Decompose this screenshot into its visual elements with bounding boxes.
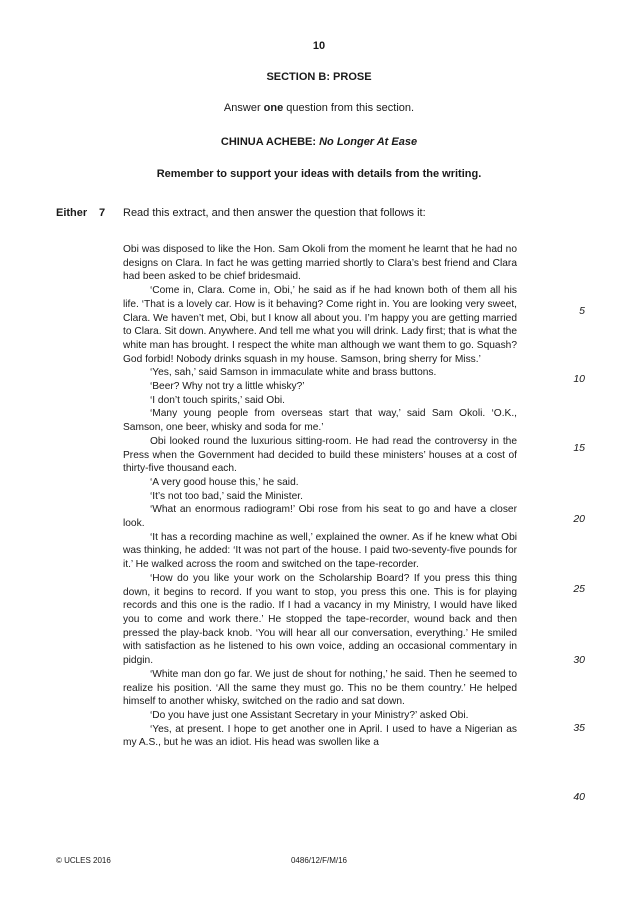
text-book-title: No Longer At Ease — [319, 136, 418, 148]
line-number: 5 — [579, 305, 585, 317]
footer-code: 0486/12/F/M/16 — [290, 856, 348, 865]
extract-paragraph: ‘It has a recording machine as well,’ explained the owner. As if he knew what Obi was thinking, he added: ‘It was not part of the house. I paid two-seventy-five pounds for it.’ He walked across the room and switched on the tape-recorder. — [123, 531, 517, 571]
extract-paragraph: ‘It’s not too bad,’ said the Minister. — [150, 490, 303, 502]
section-title: SECTION B: PROSE — [266, 71, 372, 83]
footer-copyright: © UCLES 2016 — [56, 856, 111, 865]
page-number: 10 — [312, 40, 326, 52]
text-title — [0, 136, 638, 148]
instruction-after: question from this section. — [283, 102, 415, 114]
extract-paragraph: ‘Yes, at present. I hope to get another one in April. I used to have a Nigerian as my A.S., but he was an idiot. His head was swollen like a — [123, 723, 517, 749]
extract-paragraph: ‘Many young people from overseas start that way,’ said Sam Okoli. ‘O.K., Samson, one beer, whisky and soda for me.’ — [123, 408, 517, 434]
question-prompt: Read this extract, and then answer the question that follows it: — [123, 207, 426, 219]
instruction-emphasis: one — [263, 102, 284, 114]
extract-paragraph: Obi was disposed to like the Hon. Sam Okoli from the moment he learnt that he had no designs on Clara. In fact he was getting married shortly to Clara’s best friend and Clara had been asked to be chief bridesmaid. — [123, 244, 517, 283]
extract — [123, 243, 517, 750]
extract-paragraph: ‘Beer? Why not try a little whisky?’ — [150, 381, 305, 393]
extract-paragraph: Obi looked round the luxurious sitting-room. He had read the controversy in the Press when the Government had decided to build these ministers’ houses at a cost of thirty-five thousand each. — [123, 435, 517, 475]
extract-paragraph: ‘Yes, sah,’ said Samson in immaculate white and brass buttons. — [150, 367, 437, 379]
extract-paragraph: ‘Do you have just one Assistant Secretary in your Ministry?’ asked Obi. — [150, 709, 469, 721]
question-label: Either — [56, 207, 88, 219]
text-author: CHINUA ACHEBE: — [220, 136, 320, 148]
instruction-before: Answer — [223, 102, 264, 114]
line-number: 25 — [573, 583, 585, 595]
extract-paragraph: ‘How do you like your work on the Scholarship Board? If you press this thing down, it begins to record. If you want to stop, you press this one. This is for playing records and this one is the radio. If I had a vacancy in my Ministry, I would have liked you to come and work there.’ He stopped the tape-recorder, wound back and then pressed the play-back knob. ‘You will hear all our conversation, everything.’ He smiled with satisfaction as he listened to his own voice, adding an occasional commentary in pidgin. — [123, 572, 517, 667]
line-number: 40 — [573, 791, 585, 803]
line-number: 35 — [573, 722, 585, 734]
line-number: 30 — [573, 654, 585, 666]
extract-paragraph: ‘What an enormous radiogram!’ Obi rose from his seat to go and have a closer look. — [123, 504, 517, 530]
question-number: 7 — [99, 207, 106, 219]
extract-paragraph: ‘Come in, Clara. Come in, Obi,’ he said as if he had known both of them all his life. ‘That is a lovely car. How is it behaving? Come right in. You are looking very sweet, Clara. We haven’t met, Obi, but I know all about you. I’m happy you are getting married to Clara. Sit down. Anywhere. And tell me what you will drink. Lady first; that is what the white man has brought. I respect the white man although we want them to go. Squash? God forbid! Nobody drinks squash in my house. Samson, bring sherry for Miss.’ — [123, 285, 517, 365]
line-number: 15 — [573, 442, 585, 454]
line-number: 10 — [573, 373, 585, 385]
extract-paragraph: ‘White man don go far. We just de shout for nothing,’ he said. Then he seemed to realize his position. ‘All the same they must go. This no be them country.’ He helped himself to another whisky, switched on the radio and sat down. — [123, 668, 517, 708]
extract-paragraph: ‘A very good house this,’ he said. — [150, 476, 299, 488]
line-number: 20 — [573, 513, 585, 525]
instruction — [0, 102, 638, 114]
reminder: Remember to support your ideas with details from the writing. — [156, 168, 482, 180]
extract-paragraph: ‘I don’t touch spirits,’ said Obi. — [150, 394, 285, 406]
